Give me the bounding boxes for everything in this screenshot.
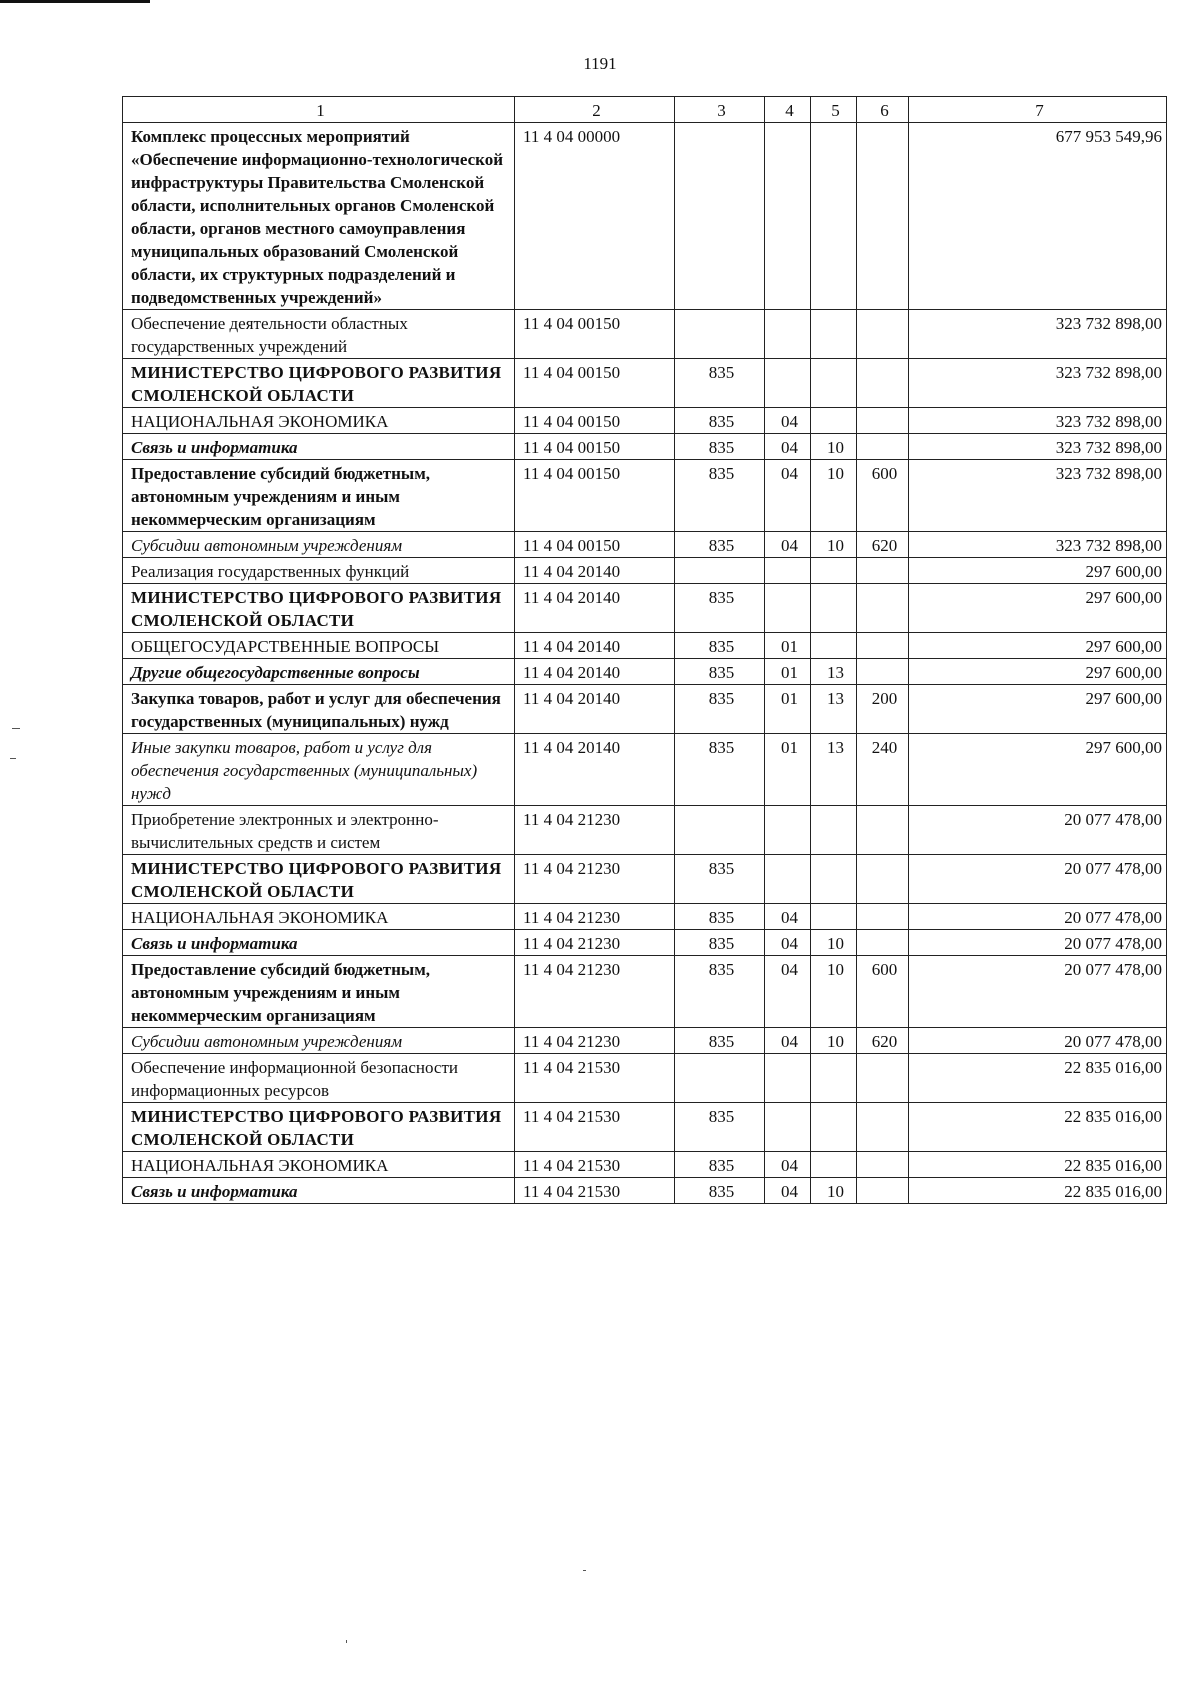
row-c3 (675, 310, 765, 359)
table-row (123, 1152, 1167, 1178)
row-c4: 04 (765, 408, 811, 434)
row-c5 (811, 1054, 857, 1103)
row-c4: 04 (765, 460, 811, 532)
row-c6: 600 (857, 956, 909, 1028)
row-code: 11 4 04 00150 (515, 434, 675, 460)
row-name: МИНИСТЕРСТВО ЦИФРОВОГО РАЗВИТИЯ СМОЛЕНСКОЙ ОБЛАСТИ (123, 359, 515, 408)
row-code: 11 4 04 21530 (515, 1152, 675, 1178)
table-row (123, 904, 1167, 930)
row-c3: 835 (675, 460, 765, 532)
row-c3: 835 (675, 1152, 765, 1178)
row-c5 (811, 558, 857, 584)
row-c5 (811, 584, 857, 633)
header-cell: 2 (515, 97, 675, 123)
table-row (123, 532, 1167, 558)
scan-mark (12, 728, 20, 729)
row-c4: 04 (765, 1152, 811, 1178)
row-name: Предоставление субсидий бюджетным, автономным учреждениям и иным некоммерческим организациям (123, 460, 515, 532)
row-code: 11 4 04 21230 (515, 904, 675, 930)
row-c4 (765, 558, 811, 584)
row-name: Другие общегосударственные вопросы (123, 659, 515, 685)
row-c4: 04 (765, 532, 811, 558)
row-code: 11 4 04 00150 (515, 359, 675, 408)
scan-mark (346, 1640, 347, 1643)
row-name: Субсидии автономным учреждениям (123, 532, 515, 558)
row-c4: 01 (765, 685, 811, 734)
table-row (123, 806, 1167, 855)
row-code: 11 4 04 21530 (515, 1103, 675, 1152)
row-c6: 620 (857, 532, 909, 558)
row-code: 11 4 04 21230 (515, 806, 675, 855)
row-amount: 323 732 898,00 (909, 460, 1167, 532)
row-c5: 10 (811, 1028, 857, 1054)
row-amount: 20 077 478,00 (909, 956, 1167, 1028)
page-number: 1191 (583, 54, 617, 73)
row-c5: 10 (811, 532, 857, 558)
row-c6 (857, 1054, 909, 1103)
row-c3: 835 (675, 904, 765, 930)
row-c5: 10 (811, 930, 857, 956)
row-c3: 835 (675, 659, 765, 685)
row-code: 11 4 04 20140 (515, 633, 675, 659)
row-c6 (857, 408, 909, 434)
row-c4 (765, 855, 811, 904)
row-name: Связь и информатика (123, 930, 515, 956)
row-amount: 20 077 478,00 (909, 1028, 1167, 1054)
row-c5 (811, 310, 857, 359)
row-c6 (857, 123, 909, 310)
row-c3 (675, 1054, 765, 1103)
row-c4 (765, 1054, 811, 1103)
header-cell: 4 (765, 97, 811, 123)
table-row (123, 1028, 1167, 1054)
row-code: 11 4 04 20140 (515, 685, 675, 734)
row-c5: 13 (811, 734, 857, 806)
table-row (123, 123, 1167, 310)
row-amount: 323 732 898,00 (909, 310, 1167, 359)
row-c3: 835 (675, 734, 765, 806)
budget-table (122, 96, 1167, 1204)
row-name: Субсидии автономным учреждениям (123, 1028, 515, 1054)
row-code: 11 4 04 21230 (515, 956, 675, 1028)
row-code: 11 4 04 00000 (515, 123, 675, 310)
table-row (123, 734, 1167, 806)
row-c3: 835 (675, 685, 765, 734)
row-code: 11 4 04 00150 (515, 310, 675, 359)
row-c6: 600 (857, 460, 909, 532)
row-c4 (765, 359, 811, 408)
header-cell: 7 (909, 97, 1167, 123)
row-amount: 22 835 016,00 (909, 1103, 1167, 1152)
row-c4: 04 (765, 434, 811, 460)
row-c6 (857, 1178, 909, 1204)
row-c5 (811, 359, 857, 408)
row-c5 (811, 855, 857, 904)
row-c6 (857, 659, 909, 685)
row-c5 (811, 408, 857, 434)
row-code: 11 4 04 00150 (515, 408, 675, 434)
row-c6 (857, 558, 909, 584)
row-c3: 835 (675, 633, 765, 659)
row-amount: 20 077 478,00 (909, 930, 1167, 956)
row-amount: 297 600,00 (909, 633, 1167, 659)
row-code: 11 4 04 21230 (515, 855, 675, 904)
row-name: НАЦИОНАЛЬНАЯ ЭКОНОМИКА (123, 1152, 515, 1178)
row-name: Иные закупки товаров, работ и услуг для обеспечения государственных (муниципальных) нужд (123, 734, 515, 806)
row-c4 (765, 1103, 811, 1152)
header-cell: 1 (123, 97, 515, 123)
header-row (123, 97, 1167, 123)
row-name: МИНИСТЕРСТВО ЦИФРОВОГО РАЗВИТИЯ СМОЛЕНСКОЙ ОБЛАСТИ (123, 855, 515, 904)
row-c3: 835 (675, 1028, 765, 1054)
row-name: Связь и информатика (123, 434, 515, 460)
row-c3: 835 (675, 532, 765, 558)
row-name: Обеспечение деятельности областных государственных учреждений (123, 310, 515, 359)
table-row (123, 659, 1167, 685)
header-cell: 6 (857, 97, 909, 123)
row-c4: 04 (765, 904, 811, 930)
row-c6 (857, 1103, 909, 1152)
row-name: НАЦИОНАЛЬНАЯ ЭКОНОМИКА (123, 408, 515, 434)
table-row (123, 408, 1167, 434)
table-row (123, 930, 1167, 956)
row-name: Приобретение электронных и электронно-вычислительных средств и систем (123, 806, 515, 855)
row-code: 11 4 04 21530 (515, 1178, 675, 1204)
row-c5: 13 (811, 685, 857, 734)
table-row (123, 310, 1167, 359)
row-c3: 835 (675, 930, 765, 956)
row-c4 (765, 806, 811, 855)
row-c4: 04 (765, 1028, 811, 1054)
row-amount: 323 732 898,00 (909, 359, 1167, 408)
row-c5: 13 (811, 659, 857, 685)
row-amount: 297 600,00 (909, 659, 1167, 685)
row-amount: 323 732 898,00 (909, 532, 1167, 558)
table-body (123, 97, 1167, 1204)
top-edge-line (0, 0, 150, 3)
row-c6 (857, 359, 909, 408)
row-c6 (857, 584, 909, 633)
scan-mark (583, 1570, 586, 1571)
row-c6: 200 (857, 685, 909, 734)
row-code: 11 4 04 20140 (515, 734, 675, 806)
table-row (123, 359, 1167, 408)
row-name: Закупка товаров, работ и услуг для обеспечения государственных (муниципальных) нужд (123, 685, 515, 734)
row-c5 (811, 806, 857, 855)
table-row (123, 558, 1167, 584)
table-row (123, 584, 1167, 633)
row-amount: 323 732 898,00 (909, 434, 1167, 460)
row-name: Предоставление субсидий бюджетным, автономным учреждениям и иным некоммерческим организациям (123, 956, 515, 1028)
row-amount: 20 077 478,00 (909, 806, 1167, 855)
row-code: 11 4 04 00150 (515, 460, 675, 532)
row-code: 11 4 04 21530 (515, 1054, 675, 1103)
row-c4: 01 (765, 633, 811, 659)
row-c5: 10 (811, 1178, 857, 1204)
table-row (123, 434, 1167, 460)
table-row (123, 855, 1167, 904)
row-code: 11 4 04 21230 (515, 1028, 675, 1054)
row-c3 (675, 123, 765, 310)
table-row (123, 460, 1167, 532)
row-c3: 835 (675, 359, 765, 408)
row-amount: 297 600,00 (909, 734, 1167, 806)
row-c4 (765, 310, 811, 359)
row-c4: 04 (765, 930, 811, 956)
table-row (123, 685, 1167, 734)
row-c5: 10 (811, 434, 857, 460)
row-c6: 620 (857, 1028, 909, 1054)
row-amount: 22 835 016,00 (909, 1152, 1167, 1178)
row-amount: 20 077 478,00 (909, 904, 1167, 930)
table-row (123, 956, 1167, 1028)
row-c6 (857, 904, 909, 930)
row-c6 (857, 310, 909, 359)
row-amount: 20 077 478,00 (909, 855, 1167, 904)
row-name: МИНИСТЕРСТВО ЦИФРОВОГО РАЗВИТИЯ СМОЛЕНСКОЙ ОБЛАСТИ (123, 584, 515, 633)
row-c3: 835 (675, 855, 765, 904)
row-name: Реализация государственных функций (123, 558, 515, 584)
header-cell: 5 (811, 97, 857, 123)
row-c4 (765, 584, 811, 633)
row-amount: 22 835 016,00 (909, 1054, 1167, 1103)
table-row (123, 1178, 1167, 1204)
row-c3: 835 (675, 584, 765, 633)
row-c4 (765, 123, 811, 310)
row-c3: 835 (675, 408, 765, 434)
row-amount: 297 600,00 (909, 558, 1167, 584)
row-code: 11 4 04 20140 (515, 659, 675, 685)
table-row (123, 1103, 1167, 1152)
row-name: Связь и информатика (123, 1178, 515, 1204)
scan-mark (10, 758, 16, 759)
row-c4: 01 (765, 734, 811, 806)
row-c3: 835 (675, 1178, 765, 1204)
row-c5: 10 (811, 956, 857, 1028)
row-name: Комплекс процессных мероприятий «Обеспечение информационно-технологической инфраструктуры Правительства Смоленской области, исполнительных органов Смоленской области, органов местного самоуправления муниципальных образований Смоленской области, их структурных подразделений и подведомственных учреждений» (123, 123, 515, 310)
row-c4: 04 (765, 1178, 811, 1204)
row-c6 (857, 633, 909, 659)
row-code: 11 4 04 00150 (515, 532, 675, 558)
table-row (123, 1054, 1167, 1103)
row-c6 (857, 930, 909, 956)
row-c4: 01 (765, 659, 811, 685)
row-c6 (857, 806, 909, 855)
row-c4: 04 (765, 956, 811, 1028)
row-c6 (857, 1152, 909, 1178)
row-c5 (811, 1103, 857, 1152)
header-cell: 3 (675, 97, 765, 123)
table-row (123, 633, 1167, 659)
row-amount: 22 835 016,00 (909, 1178, 1167, 1204)
row-code: 11 4 04 20140 (515, 584, 675, 633)
row-c5 (811, 123, 857, 310)
row-amount: 677 953 549,96 (909, 123, 1167, 310)
row-c6 (857, 855, 909, 904)
row-code: 11 4 04 21230 (515, 930, 675, 956)
row-c3: 835 (675, 434, 765, 460)
row-name: МИНИСТЕРСТВО ЦИФРОВОГО РАЗВИТИЯ СМОЛЕНСКОЙ ОБЛАСТИ (123, 1103, 515, 1152)
row-c3 (675, 558, 765, 584)
row-name: Обеспечение информационной безопасности информационных ресурсов (123, 1054, 515, 1103)
row-name: НАЦИОНАЛЬНАЯ ЭКОНОМИКА (123, 904, 515, 930)
row-c3 (675, 806, 765, 855)
row-c5 (811, 1152, 857, 1178)
row-code: 11 4 04 20140 (515, 558, 675, 584)
row-c6 (857, 434, 909, 460)
row-name: ОБЩЕГОСУДАРСТВЕННЫЕ ВОПРОСЫ (123, 633, 515, 659)
row-amount: 297 600,00 (909, 685, 1167, 734)
row-c3: 835 (675, 1103, 765, 1152)
row-c5: 10 (811, 460, 857, 532)
row-c6: 240 (857, 734, 909, 806)
row-c5 (811, 633, 857, 659)
row-c3: 835 (675, 956, 765, 1028)
row-amount: 323 732 898,00 (909, 408, 1167, 434)
row-amount: 297 600,00 (909, 584, 1167, 633)
row-c5 (811, 904, 857, 930)
